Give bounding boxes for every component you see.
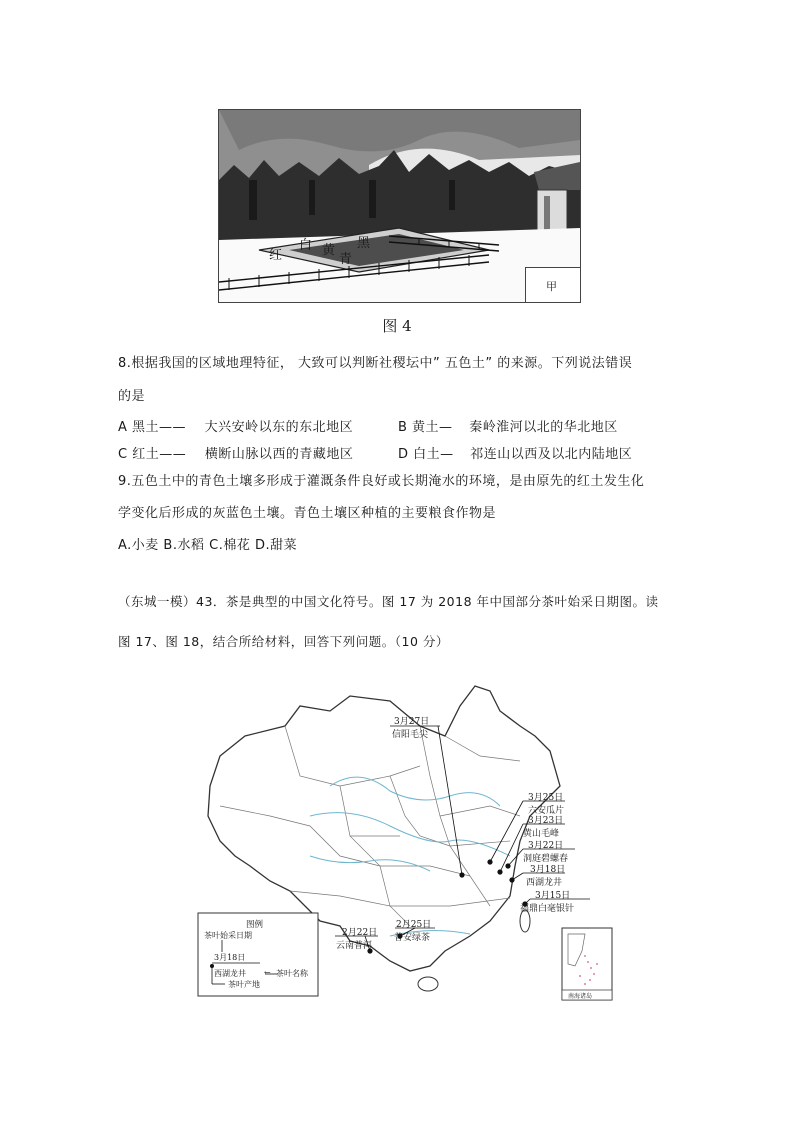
corner-label-box: [525, 267, 581, 303]
tea-date: 3月22日: [528, 841, 564, 851]
option-key: B 黄土—: [398, 420, 453, 435]
tea-name: 云南普洱: [336, 941, 373, 951]
tea-name: 西湖龙井: [526, 878, 563, 888]
tea-date: 2月22日: [342, 928, 378, 938]
legend-sample-name: 西湖龙井: [214, 969, 246, 978]
q8-option-c: [118, 443, 353, 462]
option-text: 祁连山以西及以北内陆地区: [470, 447, 633, 462]
q8-stem-line1: 8.根据我国的区域地理特征， 大致可以判断社稷坛中” 五色土” 的来源。下列说法错误: [118, 356, 633, 371]
tea-name: 福鼎白毫银针: [520, 904, 575, 914]
tea-date: 3月18日: [530, 865, 566, 875]
legend-origin-label: 茶叶产地: [228, 980, 260, 989]
legend-sample-date: 3月18日: [214, 953, 246, 962]
legend-start-date-label: 茶叶始采日期: [204, 931, 252, 940]
soil-label-white: 白: [299, 238, 313, 253]
q9-stem-line2: 学变化后形成的灰蓝色土壤。青色土壤区种植的主要粮食作物是: [118, 506, 497, 521]
tea-name: 信阳毛尖: [392, 730, 429, 740]
option-key: D 白土—: [398, 447, 454, 462]
q43-line2: 图 17、图 18，结合所给材料，回答下列问题。（10 分）: [118, 634, 449, 649]
legend-arrow-icon: ←: [264, 968, 271, 977]
tea-date: 3月27日: [394, 717, 430, 727]
tea-date: 2月25日: [396, 920, 432, 930]
option-text: 横断山脉以西的青藏地区: [204, 447, 354, 462]
tea-picking-map: [190, 666, 620, 1006]
q9-options: A.小麦 B.水稻 C.棉花 D.甜菜: [118, 538, 298, 553]
tea-date: 3月15日: [535, 891, 571, 901]
figure4-photo: [218, 109, 581, 303]
soil-label-cyan: 青: [339, 252, 353, 267]
q8-option-a: [118, 416, 353, 435]
soil-label-red: 红: [269, 248, 283, 263]
legend-title: 图例: [246, 920, 264, 930]
q8-option-d: [398, 443, 632, 462]
tea-date: 3月25日: [528, 793, 564, 803]
tea-date: 3月23日: [528, 816, 564, 826]
option-key: A 黑土——: [118, 420, 187, 435]
option-key: C 红土——: [118, 447, 187, 462]
tea-name: 普安绿茶: [394, 933, 431, 943]
option-text: 秦岭淮河以北的华北地区: [469, 420, 618, 435]
soil-label-yellow: 黄: [322, 243, 336, 258]
inset-label: 南海诸岛: [568, 993, 593, 1000]
soil-label-black: 黑: [357, 236, 371, 251]
q43-line1: （东城一模）43．茶是典型的中国文化符号。图 17 为 2018 年中国部分茶叶始采日期图。读: [118, 594, 659, 609]
option-text: 大兴安岭以东的东北地区: [204, 420, 354, 435]
tea-name: 黄山毛峰: [523, 829, 560, 839]
figure4-caption: 图 4: [382, 317, 412, 335]
q8-option-b: [398, 416, 618, 435]
legend-name-label: 茶叶名称: [276, 969, 308, 978]
corner-label: 甲: [546, 280, 557, 293]
tea-name: 六安瓜片: [528, 806, 565, 816]
q8-stem-line2: 的是: [118, 389, 146, 404]
tea-name: 洞庭碧螺春: [523, 854, 569, 864]
q9-stem-line1: 9.五色土中的青色土壤多形成于灌溉条件良好或长期淹水的环境，是由原先的红土发生化: [118, 474, 645, 489]
